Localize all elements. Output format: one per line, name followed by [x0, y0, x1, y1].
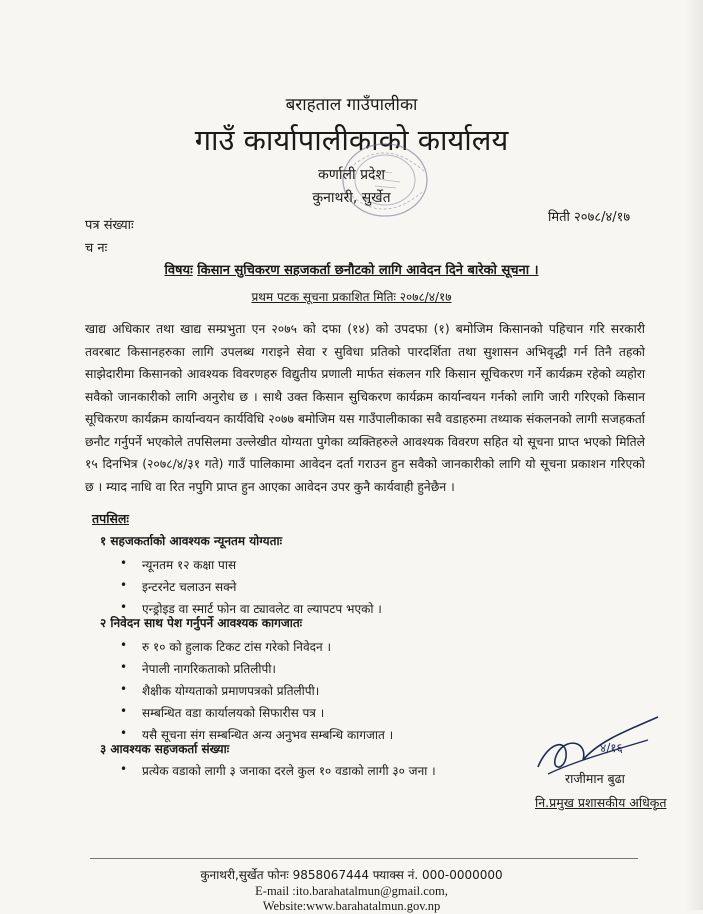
notice-body-paragraph: खाद्य अधिकार तथा खाद्य सम्प्रभुता एन २०७५ को दफा (१४) को उपदफा (१) बमोजिम किसानको पहिचान गरि सरकारी तवरबाट किसानहरुका लागि उपलब्ध गराइने सेवा र सुविधा प्रतिको पारदर्शिता तथा सुशासन अभिवृद्धी गर्न तिनै तहको साझेदारीमा किसानको आवश्यक विवरणहरु विद्युतीय प्रणाली मार्फत संकलन गरि किसान सूचिकरण गर्ने कार्यक्रम रहेको व्यहोरा सवैको जानकारीको लागि अनुरोध छ । साथै उक्त किसान सुचिकरण कार्यक्रम कार्यान्वयन गर्नको लागि जारी गरिएको किसान सूचिकरण कार्यक्रम कार्यान्वयन कार्यविधि २०७७ बमोजिम यस गाउँपालीकाका सवै वडाहरुमा तथ्याक संकलनको लागी सजहकर्ता छनौट गर्नुपर्ने भएकोले तपसिलमा उल्लेखीत योग्यता पुगेका व्यक्तिहरुले आवश्यक विवरण सहित यो सूचना प्राप्त भएको मितिले १५ दिनभित्र (२०७८/४/३१ गते) गाउँ पालिकामा आवेदन दर्ता गराउन हुन सवैको जानकारीको लागि यो सूचना प्रकाशन गरिएको छ । म्याद नाधि वा रित नपुगि प्राप्त हुन आएका आवेदन उपर कुनै कार्यवाही हुनेछैन ।	[85, 322, 645, 494]
section-heading-documents: २ निवेदन साथ पेश गर्नुपर्ने आवश्यक कागजातः	[100, 616, 303, 630]
patra-sankhya-label: पत्र संख्याः	[85, 218, 134, 233]
section-heading-count: ३ आवश्यक सहजकर्ता संख्याः	[100, 742, 230, 756]
signer-title: नि.प्रमुख प्रशासकीय अधिकृत	[535, 795, 667, 810]
district-address: कुनाथरी, सुर्खेत	[312, 190, 391, 206]
bullet-icon: •	[120, 682, 128, 696]
document-date: मिती २०७८/४/१७	[548, 210, 631, 225]
signer-name: राजीमान बुढा	[565, 771, 625, 786]
subject-text: किसान सुचिकरण सहजकर्ता छनौटको लागि आवेदन दिने बारेको सूचना ।	[197, 263, 539, 278]
tapasil-heading: तपसिलः	[92, 511, 129, 526]
first-published-line	[0, 288, 703, 305]
footer-address-phone: कुनाथरी,सुर्खेत फोनः 9858067444 फ्याक्स नं. 000-0000000	[200, 868, 503, 882]
subject-line	[0, 260, 703, 278]
office-name: गाउँ कार्यापालीकाको कार्यालय	[194, 123, 509, 157]
bullet-icon: •	[120, 556, 128, 570]
org-name: बराहताल गाउँपालीका	[285, 95, 418, 115]
bullet-icon: •	[120, 762, 128, 776]
svg-text:४/१६: ४/१६	[600, 741, 623, 755]
footer-email: E-mail :ito.barahatalmun@gmail.com,	[255, 884, 448, 898]
bullet-icon: •	[120, 704, 128, 718]
subject-prefix: विषयः	[164, 263, 193, 278]
bullet-icon: •	[120, 638, 128, 652]
footer-website: Website:www.barahatalmun.gov.np	[262, 899, 441, 913]
chalani-number-label: च नः	[85, 241, 108, 256]
province-name: कर्णाली प्रदेश	[318, 167, 385, 183]
bullet-icon: •	[120, 726, 128, 740]
bullet-icon: •	[120, 660, 128, 674]
bullet-icon: •	[120, 600, 128, 614]
footer-divider	[90, 858, 638, 859]
section-heading-qualification: १ सहजकर्ताको आवश्यक न्यूनतम योग्यताः	[100, 534, 282, 548]
first-published-text: प्रथम पटक सूचना प्रकाशित मितिः २०७८/४/१७	[251, 290, 452, 304]
bullet-icon: •	[120, 578, 128, 592]
